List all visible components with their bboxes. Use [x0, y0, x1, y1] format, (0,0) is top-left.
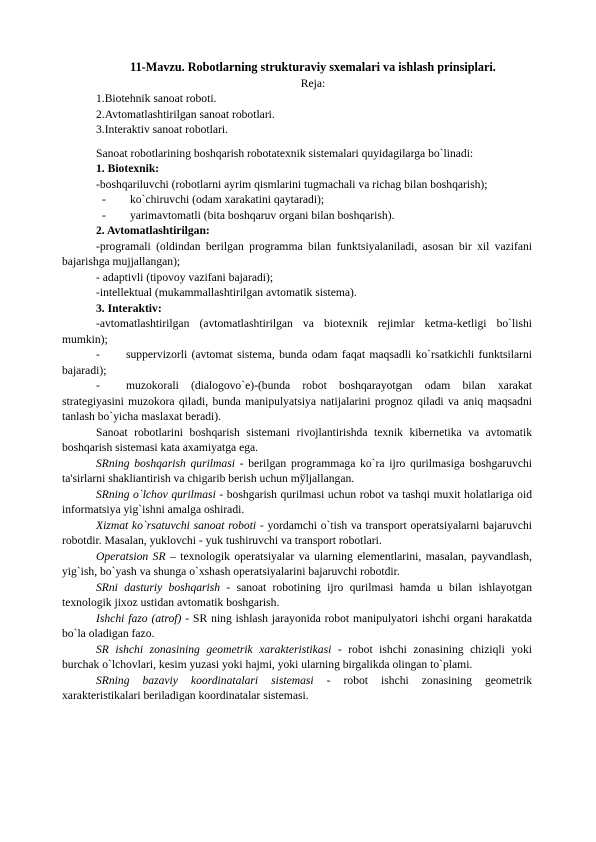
definition-term: SR ishchi zonasining geometrik xarakteristikasi: [96, 642, 332, 656]
list-item-text: ko`chiruvchi (odam xarakatini qaytaradi);: [130, 193, 325, 206]
definition-paragraph: [62, 642, 532, 673]
dash-marker: -: [102, 193, 106, 206]
dash-paragraph-text: muzokorali (dialogovo`e)-(bunda robot boshqarayotgan odam bilan xarakat strategiyasini muzokora qiladi, bunda manipulyatsiya natijalarini prognoz qiladi va aniq maqsadni tanlash bo`yicha maslaxat beradi).: [62, 379, 532, 423]
definition-paragraph: [62, 549, 532, 580]
list-item: [62, 192, 532, 208]
definition-text: - boshgarish qurilmasi uchun robot va tashqi muxit holatlariga oid informatsiya yig`ishni amalga oshiradi.: [62, 487, 532, 516]
definition-text: - robot ishchi zonasining chiziqli yoki burchak o`lchovlari, kesim yuzasi yoki hajmi, yoki ularning birgalikda olingan to`plami.: [62, 642, 532, 671]
page-title: 11-Mavzu. Robotlarning strukturaviy sxemalari va ishlash prinsiplari.: [130, 60, 496, 74]
definition-text: - yordamchi o`tish va transport operatsiyalarni bajaruvchi robotdir. Masalan, yuklovchi - yuk tushiruvchi va transport robotlari.: [62, 518, 532, 547]
definition-text: - SR ning ishlash jarayonida robot manipulyatori ishchi organi harakatda bo`la oladigan fazo.: [62, 611, 532, 640]
definition-term: SRning o`lchov qurilmasi: [96, 487, 216, 501]
definition-paragraph: [62, 487, 532, 518]
definition-paragraph: [62, 456, 532, 487]
definition-paragraph: [62, 673, 532, 704]
document-body: [62, 60, 532, 704]
definition-term: Xizmat ko`rsatuvchi sanoat roboti: [96, 518, 257, 532]
list-item-text: yarimavtomatli (bita boshqaruv organi bilan boshqarish).: [130, 208, 395, 222]
definition-paragraph: [62, 611, 532, 642]
plan-item: 2.Avtomatlashtirilgan sanoat robotlari.: [96, 107, 275, 121]
definition-term: SRning bazaviy koordinatalari sistemasi: [96, 673, 314, 687]
dash-paragraph: [62, 378, 532, 425]
definition-term: SRning boshqarish qurilmasi: [96, 456, 235, 470]
paragraph: -boshqariluvchi (robotlarni ayrim qismlarini tugmachali va richag bilan boshqarish);: [96, 177, 488, 191]
section-heading-interaktiv: 3. Interaktiv:: [96, 301, 162, 315]
dash-marker: -: [96, 348, 100, 361]
paragraph: -intellektual (mukammallashtirilgan avtomatik sistema).: [96, 286, 357, 299]
definition-text: - sanoat robotining ijro qurilmasi hamda u bilan ishlayotgan texnologik jixoz ustidan avtomatik boshgarish.: [62, 580, 533, 609]
paragraph: -avtomatlashtirilgan (avtomatlashtirilgan va biotexnik rejimlar ketma-ketligi bo`lishi mumkin);: [62, 317, 532, 346]
dash-marker: -: [102, 208, 106, 222]
definition-term: SRni dasturiy boshqarish: [96, 580, 221, 594]
definition-text: – texnologik operatsiyalar va ularning elementlarini, masalan, payvandlash, yig`ish, bo`yash va shunga o`xshash operatsiyalarini bajaruvchi robotdir.: [62, 549, 532, 578]
paragraph: -programali (oldindan berilgan programma bilan funktsiyalaniladi, asosan bir xil vazifani bajarishga mujjallangan);: [62, 239, 532, 268]
definition-term: Operatsion SR: [96, 549, 166, 563]
paragraph: - adaptivli (tipovoy vazifani bajaradi);: [96, 270, 274, 284]
definition-term: Ishchi fazo (atrof): [96, 611, 182, 625]
plan-item: 1.Biotehnik sanoat roboti.: [96, 92, 217, 105]
list-item: [62, 208, 532, 224]
intro-paragraph: Sanoat robotlarining boshqarish robotatexnik sistemalari quyidagilarga bo`linadi:: [96, 146, 474, 160]
definition-paragraph: [62, 580, 532, 611]
section-heading-biotexnik: 1. Biotexnik:: [96, 162, 160, 175]
dash-paragraph: [62, 347, 532, 378]
dash-paragraph-text: suppervizorli (avtomat sistema, bunda odam faqat maqsadli ko`rsatkichli funktsilarni bajaradi);: [62, 348, 532, 377]
definition-text: - berilgan programmaga ko`ra ijro qurilmasiga boshgaruvchi ta'sirlarni shakliantirish va chigarib berish uchun mўljallangan.: [62, 456, 533, 485]
plan-heading: Reja:: [300, 76, 326, 90]
plan-item: 3.Interaktiv sanoat robotlari.: [96, 123, 228, 136]
section-heading-avtomatlashtirilgan: 2. Avtomatlashtirilgan:: [96, 224, 210, 237]
paragraph: Sanoat robotlarini boshqarish sistemani rivojlantirishda texnik kibernetika va avtomatik boshqarish sistemasi kata axamiyatga ega.: [62, 425, 532, 454]
definition-paragraph: [62, 518, 532, 549]
dash-marker: -: [96, 379, 100, 392]
definition-text: - robot ishchi zonasining geometrik xarakteristikalari beriladigan koordinatalar sistemasi.: [62, 673, 532, 702]
